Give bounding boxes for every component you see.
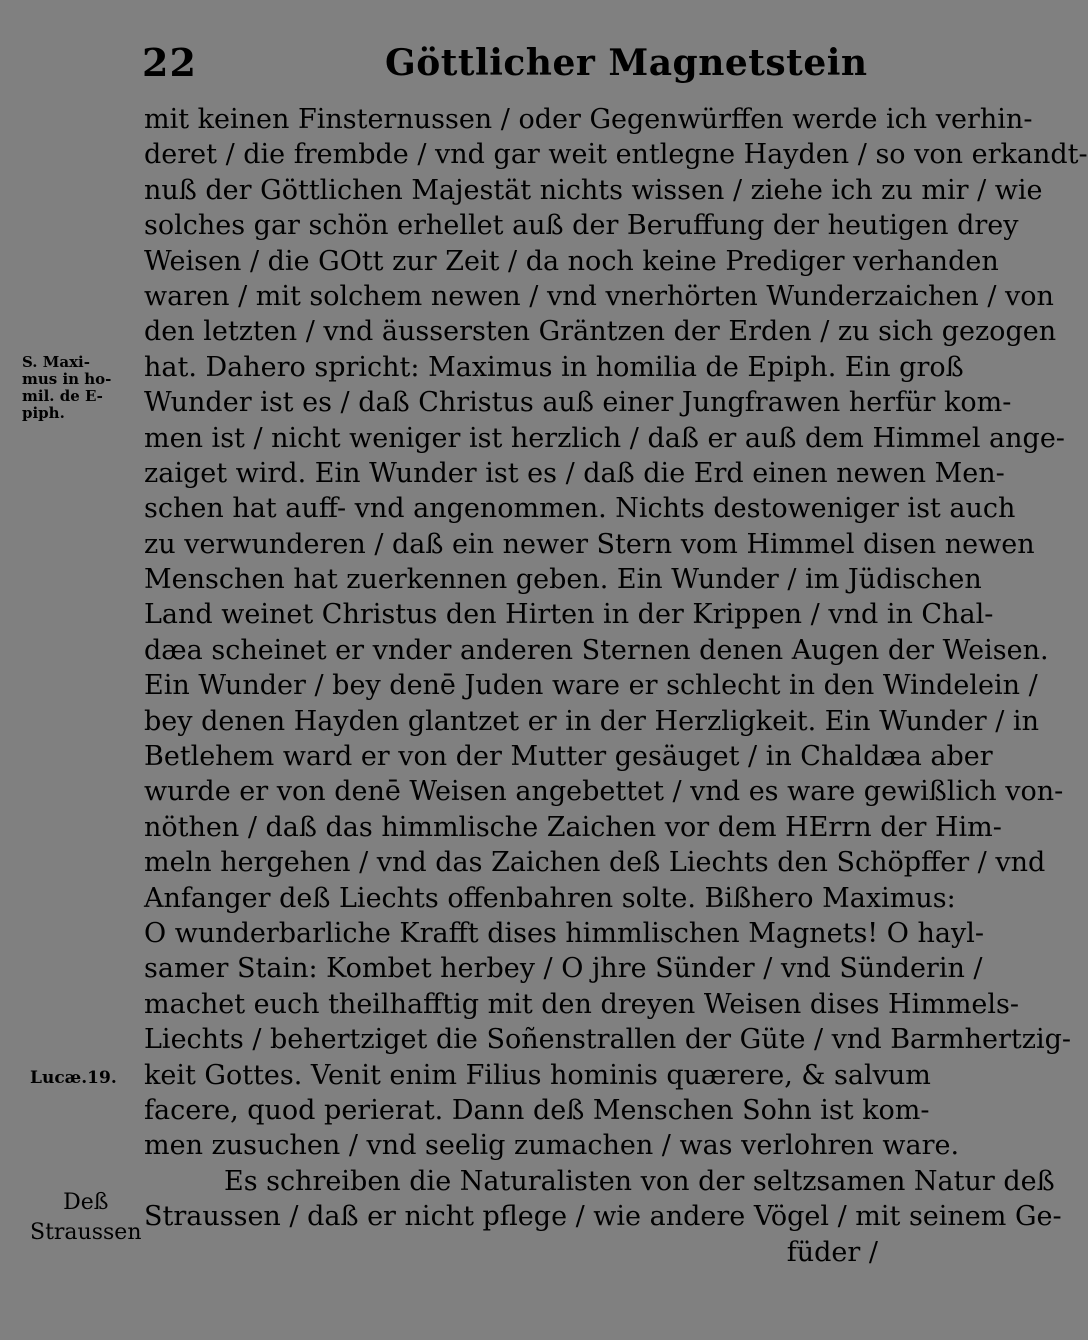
body-line: deret / die frembde / vnd gar weit entlegne Hayden / so von erkandt-: [144, 139, 1088, 171]
body-line: keit Gottes. Venit enim Filius hominis quærere, & salvum: [144, 1059, 931, 1091]
body-line: Wunder ist es / daß Christus auß einer Jungfrawen herfür kom-: [144, 387, 1012, 419]
margin-note-line: Straussen: [30, 1220, 142, 1245]
margin-note-line: piph.: [22, 404, 65, 422]
catchword-line: füder /: [786, 1236, 878, 1268]
body-line: Straussen / daß er nicht pflege / wie andere Vögel / mit seinem Ge-: [144, 1201, 1062, 1233]
body-line: men ist / nicht weniger ist herzlich / daß er auß dem Himmel ange-: [144, 422, 1065, 454]
body-line: hat. Dahero spricht: Maximus in homilia de Epiph. Ein groß: [144, 351, 964, 383]
body-line: bey denen Hayden glantzet er in der Herzligkeit. Ein Wunder / in: [144, 705, 1039, 737]
margin-note-luke: Lucæ.19.: [30, 1068, 117, 1088]
body-line: mit keinen Finsternussen / oder Gegenwürffen werde ich verhin-: [144, 104, 1033, 135]
body-line: Weisen / die GOtt zur Zeit / da noch keine Prediger verhanden: [144, 245, 999, 277]
margin-note-maximus: [22, 354, 111, 422]
paragraph-start-line: Es schreiben die Naturalisten von der seltzsamen Natur deß: [224, 1165, 1055, 1197]
body-line: Anfanger deß Liechts offenbahren solte. Bißhero Maximus:: [144, 882, 956, 914]
running-title: Göttlicher Magnetstein: [385, 42, 868, 84]
body-line: nuß der Göttlichen Majestät nichts wissen / ziehe ich zu mir / wie: [144, 174, 1043, 206]
body-line: machet euch theilhafftig mit den dreyen Weisen dises Himmels-: [144, 988, 1020, 1020]
body-line: Ein Wunder / bey denē Juden ware er schlecht in den Windelein /: [144, 670, 1038, 702]
body-line: samer Stain: Kombet herbey / O jhre Sünder / vnd Sünderin /: [144, 953, 983, 985]
body-line: dæa scheinet er vnder anderen Sternen denen Augen der Weisen.: [144, 634, 1049, 666]
body-line: Liechts / behertziget die Soñenstrallen der Güte / vnd Barmhertzig-: [144, 1024, 1072, 1056]
margin-note-ostrich: [30, 1188, 141, 1248]
body-line: men zusuchen / vnd seelig zumachen / was verlohren ware.: [144, 1130, 960, 1162]
margin-note-line: mil. de E-: [22, 387, 103, 405]
body-line: zaiget wird. Ein Wunder ist es / daß die Erd einen newen Men-: [144, 457, 1005, 489]
margin-note-line: Deß: [63, 1190, 109, 1215]
body-line: nöthen / daß das himmlische Zaichen vor dem HErrn der Him-: [144, 811, 1002, 843]
body-line: wurde er von denē Weisen angebettet / vnd es ware gewißlich von-: [144, 776, 1064, 808]
body-line: facere, quod perierat. Dann deß Menschen Sohn ist kom-: [144, 1094, 930, 1126]
body-line: schen hat auff- vnd angenommen. Nichts destoweniger ist auch: [144, 493, 1016, 525]
body-text: [144, 102, 1088, 1270]
margin-note-line: S. Maxi-: [22, 353, 90, 371]
body-line: Land weinet Christus den Hirten in der Krippen / vnd in Chal-: [144, 599, 994, 631]
body-line: O wunderbarliche Krafft dises himmlischen Magnets! O hayl-: [144, 917, 984, 949]
page-number: 22: [142, 40, 197, 85]
margin-note-line: mus in ho-: [22, 370, 112, 388]
body-line: Menschen hat zuerkennen geben. Ein Wunder / im Jüdischen: [144, 564, 982, 596]
body-line: zu verwunderen / daß ein newer Stern vom Himmel disen newen: [144, 528, 1035, 560]
body-line: meln hergehen / vnd das Zaichen deß Liechts den Schöpffer / vnd: [144, 847, 1046, 879]
body-line: waren / mit solchem newen / vnd vnerhörten Wunderzaichen / von: [144, 280, 1054, 312]
body-line: den letzten / vnd äussersten Gräntzen der Erden / zu sich gezogen: [144, 316, 1057, 348]
body-line: Betlehem ward er von der Mutter gesäuget / in Chaldæa aber: [144, 741, 993, 773]
body-line: solches gar schön erhellet auß der Beruffung der heutigen drey: [144, 210, 1019, 242]
